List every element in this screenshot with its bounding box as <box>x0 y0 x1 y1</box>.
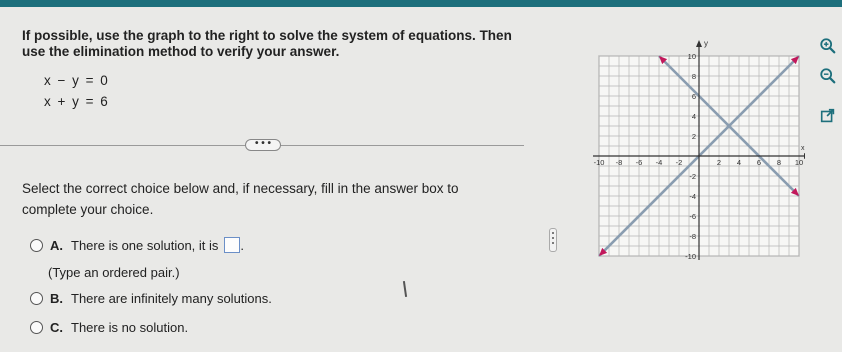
external-link-icon <box>819 107 837 125</box>
top-bar <box>0 0 842 7</box>
choice-b-letter: B. <box>50 291 63 306</box>
zoom-in-icon <box>819 37 837 55</box>
choice-b-radio[interactable] <box>30 292 43 305</box>
coordinate-graph <box>593 28 805 260</box>
x-tick-label: -2 <box>675 158 683 167</box>
choice-c[interactable] <box>30 320 188 335</box>
choice-b-text: There are infinitely many solutions. <box>71 291 272 306</box>
x-tick-label: 10 <box>794 158 804 167</box>
y-tick-label: -4 <box>689 192 696 201</box>
equation-1: x − y = 0 <box>44 73 110 88</box>
x-tick-label: 8 <box>776 158 782 167</box>
choice-c-radio[interactable] <box>30 321 43 334</box>
choice-a-text: There is one solution, it is <box>71 237 219 253</box>
x-tick-label: 2 <box>716 158 722 167</box>
pen-mark <box>403 281 407 297</box>
y-tick-label: -8 <box>689 232 696 241</box>
x-tick-label: -10 <box>593 158 605 167</box>
x-axis-arrow <box>804 153 805 159</box>
y-tick-label: -6 <box>689 212 696 221</box>
x-tick-label: 4 <box>736 158 742 167</box>
choice-a-letter: A. <box>50 237 63 253</box>
y-tick-label: -10 <box>685 252 696 260</box>
zoom-out-button[interactable] <box>818 66 838 86</box>
more-button[interactable]: • • • <box>245 139 281 151</box>
equation-2: x + y = 6 <box>44 94 110 109</box>
y-tick-label: 6 <box>691 92 696 101</box>
y-axis-arrow <box>696 40 702 47</box>
y-tick-label: 4 <box>691 112 696 121</box>
y-tick-label: 10 <box>687 52 696 61</box>
y-tick-label: 2 <box>691 132 696 141</box>
x-tick-label: -4 <box>655 158 663 167</box>
choice-c-letter: C. <box>50 320 63 335</box>
instruction-text: Select the correct choice below and, if necessary, fill in the answer box to complete your choice. <box>22 181 459 217</box>
x-tick-label: -6 <box>635 158 643 167</box>
x-tick-label: 6 <box>756 158 762 167</box>
answer-input-box[interactable] <box>224 237 240 253</box>
popout-button[interactable] <box>818 106 838 126</box>
panel-splitter-handle[interactable] <box>549 228 557 252</box>
x-axis-label: x <box>801 145 805 152</box>
choice-b[interactable] <box>30 291 272 306</box>
choice-a[interactable] <box>30 237 244 253</box>
question-text: If possible, use the graph to the right to solve the system of equations. Then use the elimination method to verify your answer. <box>22 28 512 59</box>
y-tick-label: 8 <box>691 72 696 81</box>
zoom-out-icon <box>819 67 837 85</box>
choice-c-text: There is no solution. <box>71 320 189 335</box>
zoom-in-button[interactable] <box>818 36 838 56</box>
x-tick-label: -8 <box>615 158 623 167</box>
choice-a-hint: (Type an ordered pair.) <box>48 265 180 280</box>
y-axis-label: y <box>704 39 708 48</box>
choice-a-period: . <box>240 237 245 253</box>
choice-a-radio[interactable] <box>30 239 43 252</box>
y-tick-label: -2 <box>689 172 696 181</box>
